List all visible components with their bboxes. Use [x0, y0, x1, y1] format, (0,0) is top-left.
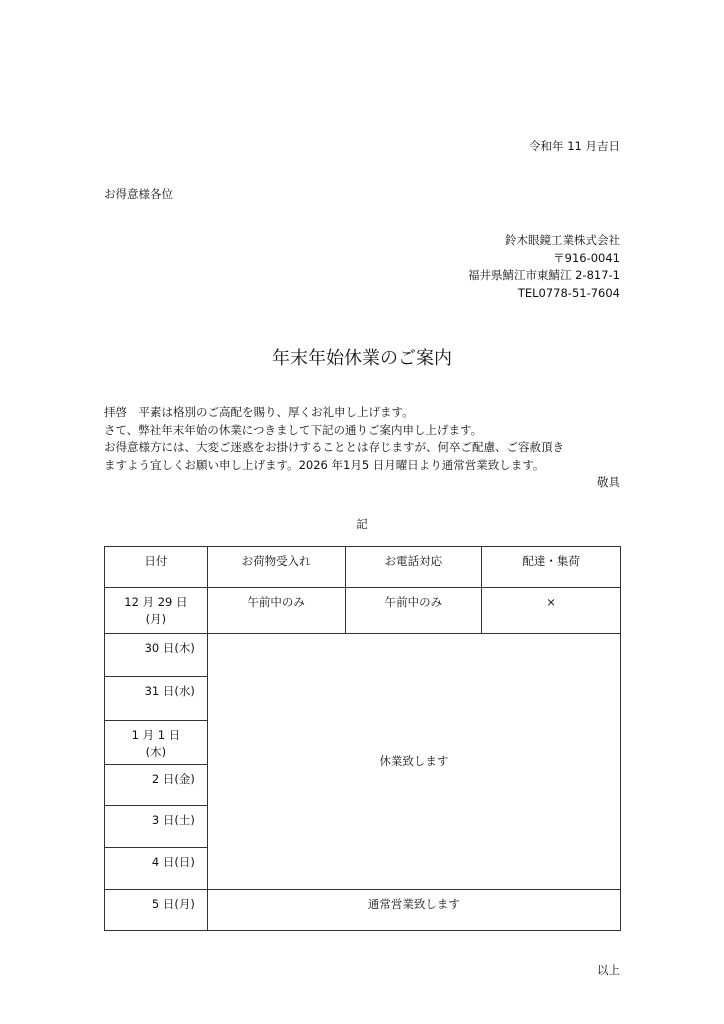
sender-company: 鈴木眼鏡工業株式会社	[505, 233, 620, 247]
table-row	[105, 588, 621, 634]
table-row	[105, 634, 621, 677]
date-line: 12 月 29 日	[124, 595, 188, 609]
date-cell: 3 日(土)	[105, 806, 208, 848]
body-line: さて、弊社年末年始の休業につきまして下記の通りご案内申し上げます。	[104, 422, 483, 437]
date-cell: 2 日(金)	[105, 765, 208, 806]
date-cell: 30 日(木)	[105, 634, 208, 677]
date-line: (月)	[145, 612, 167, 626]
body-line: 拝啓 平素は格別のご高配を賜り、厚くお礼申し上げます。	[104, 405, 414, 419]
header-receive: お荷物受入れ	[207, 547, 345, 588]
table-header-row	[105, 547, 621, 588]
schedule-table	[104, 546, 621, 931]
end-mark: 以上	[597, 963, 620, 977]
date-cell	[105, 588, 208, 634]
date-cell	[105, 721, 208, 765]
header-date: 日付	[105, 547, 208, 588]
sender-tel: TEL0778-51-7604	[517, 285, 620, 300]
table-row	[105, 890, 621, 931]
open-cell: 通常営業致します	[207, 890, 620, 931]
phone-cell: 午前中のみ	[345, 588, 482, 634]
header-delivery: 配達・集荷	[482, 547, 621, 588]
body-line: ますよう宜しくお願い申し上げます。2026 年1月5 日月曜日より通常営業致します。	[104, 457, 545, 472]
delivery-cell: ×	[482, 588, 621, 634]
date-line: (木)	[145, 745, 167, 759]
document-title: 年末年始休業のご案内	[272, 348, 452, 369]
sender-block	[468, 232, 620, 302]
date-cell: 31 日(水)	[105, 677, 208, 721]
sender-address: 福井県鯖江市東鯖江 2-817-1	[467, 268, 620, 282]
closed-cell: 休業致します	[207, 634, 620, 890]
body-text	[104, 404, 564, 474]
date-cell: 5 日(月)	[105, 890, 208, 931]
header-phone: お電話対応	[345, 547, 482, 588]
receive-cell: 午前中のみ	[207, 588, 345, 634]
date-cell: 4 日(日)	[105, 848, 208, 890]
sender-postal: 〒916-0041	[553, 250, 620, 265]
ki-heading: 記	[356, 517, 368, 531]
closing: 敬具	[597, 475, 620, 489]
recipient: お得意様各位	[104, 187, 173, 201]
date-line: 1 月 1 日	[131, 728, 181, 742]
body-line: お得意様方には、大変ご迷惑をお掛けすることとは存じますが、何卒ご配慮、ご容赦頂き	[104, 440, 564, 454]
document-date: 令和年 11 月吉日	[529, 139, 620, 153]
